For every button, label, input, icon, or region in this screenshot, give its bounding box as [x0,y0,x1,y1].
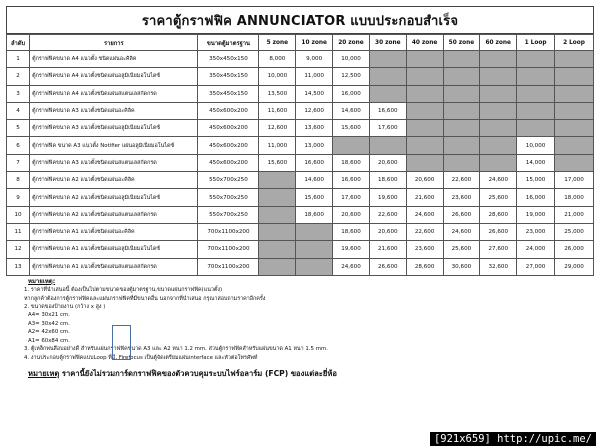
notes-section [6,278,594,362]
cabinet-size-cell: 450x600x200 [198,154,259,171]
price-cell: 19,600 [369,189,406,206]
price-cell: 21,000 [555,206,594,223]
price-cell: 22,600 [369,206,406,223]
item-description-cell: ตู้กราฟฟิคขนาด A1 แนวตั้งชนิดแผ่นอะคิลิค [30,223,198,240]
cabinet-size-cell: 700x1100x200 [198,223,259,240]
price-cell [296,223,333,240]
price-cell: 14,600 [333,102,370,119]
price-cell: 20,600 [333,206,370,223]
table-row [7,206,594,223]
price-cell: 15,000 [517,172,555,189]
header-cell: ลำดับ [7,35,30,51]
price-cell: 18,600 [333,154,370,171]
price-cell [443,120,480,137]
price-cell [517,51,555,68]
price-cell [406,85,443,102]
price-cell: 24,600 [406,206,443,223]
cabinet-size-cell: 700x1100x200 [198,258,259,275]
price-cell: 30,600 [443,258,480,275]
price-cell [480,120,517,137]
item-description-cell: ตู้กราฟฟิคขนาด A3 แนวตั้งชนิดแผ่นสแตนเลสกัดกรด [30,154,198,171]
price-cell: 29,000 [555,258,594,275]
price-cell [333,137,370,154]
price-cell: 14,600 [296,172,333,189]
row-number-cell: 3 [7,85,30,102]
table-row [7,189,594,206]
price-cell: 13,500 [259,85,296,102]
price-cell: 20,600 [369,154,406,171]
cabinet-size-cell: 350x450x150 [198,68,259,85]
price-cell: 17,000 [555,172,594,189]
price-cell [369,137,406,154]
price-cell [369,51,406,68]
price-cell: 24,600 [333,258,370,275]
price-cell: 14,500 [296,85,333,102]
price-cell [443,51,480,68]
note-line: 4. งานประกอบตู้กราฟฟิคแบบLoop ที่มี, Firefocus เป็นตู้จัดเตรียมแผ่นinterface และหัวต่อโทรศัพท์ [24,354,258,361]
price-cell [369,85,406,102]
item-description-cell: ตู้กราฟฟิคขนาด A1 แนวตั้งชนิดแผ่นอลูมิเนียมอโนไดซ์ [30,241,198,258]
price-cell [517,120,555,137]
cabinet-size-cell: 350x450x150 [198,85,259,102]
price-cell [480,51,517,68]
row-number-cell: 12 [7,241,30,258]
row-number-cell: 2 [7,68,30,85]
price-cell: 25,600 [443,241,480,258]
table-row [7,51,594,68]
price-cell [555,120,594,137]
price-cell [555,51,594,68]
price-cell: 19,600 [333,241,370,258]
note-line: A2= 42x60 cm. [28,329,70,336]
price-cell: 23,600 [406,241,443,258]
price-cell [406,68,443,85]
price-cell: 15,600 [333,120,370,137]
cabinet-size-cell: 550x700x250 [198,206,259,223]
item-description-cell: ตู้กราฟฟิคขนาด A3 แนวตั้งชนิดแผ่นอลูมิเนียมอโนไดซ์ [30,120,198,137]
header-cell: 40 zone [406,35,443,51]
price-cell: 24,600 [443,223,480,240]
price-cell [296,258,333,275]
table-body [7,51,594,276]
price-cell [555,102,594,119]
price-cell: 25,000 [555,223,594,240]
price-cell: 26,600 [480,223,517,240]
header-cell: 1 Loop [517,35,555,51]
item-description-cell: ตู้กราฟฟิค ขนาด A3 แนวตั้ง Notifier แผ่นอลูมิเนียมอโนไดซ์ [30,137,198,154]
price-cell: 32,600 [480,258,517,275]
price-cell [555,154,594,171]
price-cell: 17,600 [333,189,370,206]
watermark-badge: [921x659] http://upic.me/ [430,432,596,446]
price-cell: 12,600 [296,102,333,119]
price-cell: 12,500 [333,68,370,85]
price-cell: 10,000 [259,68,296,85]
cabinet-size-cell: 550x700x250 [198,172,259,189]
price-cell: 18,600 [333,223,370,240]
table-row [7,258,594,275]
row-number-cell: 6 [7,137,30,154]
cabinet-size-cell: 450x600x200 [198,120,259,137]
header-cell: 10 zone [296,35,333,51]
note-line: 3. ตู้เหล็กพ่นสีอบอย่างดี สำหรับแผ่นกราฟฟิคขนาด A3 และ A2 หนา 1.2 mm. ส่วนตู้กราฟฟิคสำหรับแผ่นขนาด A1 หนา 1.5 mm. [24,346,328,353]
footer-label: หมายเหตุ [28,368,60,378]
price-cell: 11,000 [296,68,333,85]
cabinet-size-cell: 450x600x200 [198,102,259,119]
price-cell [259,241,296,258]
price-cell: 12,600 [259,120,296,137]
price-cell [443,137,480,154]
price-cell: 20,600 [406,172,443,189]
price-cell [406,120,443,137]
price-cell: 10,000 [517,137,555,154]
price-cell [517,102,555,119]
price-cell: 9,000 [296,51,333,68]
row-number-cell: 13 [7,258,30,275]
table-row [7,137,594,154]
price-cell [555,137,594,154]
item-description-cell: ตู้กราฟฟิคขนาด A2 แนวตั้งชนิดแผ่นอะคิลิค [30,172,198,189]
price-cell [259,206,296,223]
price-cell: 16,600 [296,154,333,171]
header-cell: รายการ [30,35,198,51]
item-description-cell: ตู้กราฟฟิคขนาด A2 แนวตั้งชนิดแผ่นอลูมิเนียมอโนไดซ์ [30,189,198,206]
item-description-cell: ตู้กราฟฟิคขนาด A2 แนวตั้งชนิดแผ่นสแตนเลสกัดกรด [30,206,198,223]
price-cell [406,154,443,171]
price-cell [259,258,296,275]
table-row [7,223,594,240]
price-cell: 13,600 [296,120,333,137]
note-line: 1. ราคาที่นำเสนอนี้ ต้องเป็นไปตามขนาดของตู้มาตรฐาน,ขนาดแผ่นกราฟฟิค(แนวตั้ง) [24,287,223,294]
table-row [7,172,594,189]
price-cell [259,189,296,206]
table-row [7,241,594,258]
table-row [7,120,594,137]
price-cell: 16,600 [369,102,406,119]
table-row [7,154,594,171]
price-cell [443,85,480,102]
header-cell: 30 zone [369,35,406,51]
header-cell: ขนาดตู้มาตรฐาน [198,35,259,51]
price-sheet [6,6,594,380]
price-cell [480,154,517,171]
price-cell [480,85,517,102]
notes-heading: หมายเหตุ: [28,277,56,285]
price-cell: 25,600 [480,189,517,206]
price-cell: 14,000 [517,154,555,171]
note-line: A1= 60x84 cm. [28,337,70,344]
note-line: A4= 30x21 cm. [28,312,70,319]
header-cell: 2 Loop [555,35,594,51]
price-cell [517,68,555,85]
price-cell: 23,000 [517,223,555,240]
price-cell: 19,000 [517,206,555,223]
item-description-cell: ตู้กราฟฟิคขนาด A1 แนวตั้งชนิดแผ่นสแตนเลสกัดกรด [30,258,198,275]
price-cell: 16,600 [333,172,370,189]
price-cell [555,85,594,102]
price-cell [517,85,555,102]
price-cell [259,172,296,189]
table-row [7,68,594,85]
price-cell [443,68,480,85]
header-cell: 20 zone [333,35,370,51]
row-number-cell: 11 [7,223,30,240]
price-cell: 27,600 [480,241,517,258]
header-cell: 60 zone [480,35,517,51]
table-header-row [7,35,594,51]
row-number-cell: 1 [7,51,30,68]
item-description-cell: ตู้กราฟฟิคขนาด A4 แนวตั้งชนิดแผ่นอลูมิเนียมอโนไดซ์ [30,68,198,85]
row-number-cell: 10 [7,206,30,223]
price-cell [406,102,443,119]
price-cell: 15,600 [296,189,333,206]
price-cell: 16,000 [517,189,555,206]
price-cell: 16,000 [333,85,370,102]
price-cell [443,102,480,119]
cabinet-size-cell: 550x700x250 [198,189,259,206]
price-cell [406,137,443,154]
row-number-cell: 9 [7,189,30,206]
row-number-cell: 5 [7,120,30,137]
item-description-cell: ตู้กราฟฟิคขนาด A3 แนวตั้งชนิดแผ่นอะคิลิค [30,102,198,119]
price-cell: 11,600 [259,102,296,119]
price-cell: 22,600 [406,223,443,240]
row-number-cell: 7 [7,154,30,171]
price-cell: 18,000 [555,189,594,206]
footer-text: ราคานี้ยังไม่รวมการ์ดกราฟฟิคของตัวควบคุมระบบไฟร์อลาร์ม (FCP) ของแต่ละยี่ห้อ [59,368,337,378]
price-cell: 24,000 [517,241,555,258]
note-line: 2. ขนาดของป้ายงาน (กว้าง x สูง ) [24,304,106,311]
price-cell: 21,600 [369,241,406,258]
price-cell [443,154,480,171]
note-line: A3= 30x42 cm. [28,320,70,327]
row-number-cell: 8 [7,172,30,189]
price-cell: 20,600 [369,223,406,240]
price-cell: 28,600 [480,206,517,223]
price-cell [480,102,517,119]
price-cell: 15,600 [259,154,296,171]
price-cell: 17,600 [369,120,406,137]
table-row [7,85,594,102]
price-cell: 21,600 [406,189,443,206]
page-title: ราคาตู้กราฟฟิค ANNUNCIATOR แบบประกอบสำเร็จ [6,6,594,34]
price-cell [555,68,594,85]
price-cell: 22,600 [443,172,480,189]
header-cell: 50 zone [443,35,480,51]
price-cell: 26,600 [443,206,480,223]
price-cell: 24,600 [480,172,517,189]
row-number-cell: 4 [7,102,30,119]
table-row [7,102,594,119]
header-cell: 5 zone [259,35,296,51]
cabinet-size-cell: 350x450x150 [198,51,259,68]
price-cell [296,241,333,258]
note-line: หากลูกค้าต้องการตู้กราฟฟิคและแผ่นกราฟฟิคที่มีขนาดอื่น นอกจากที่นำเสนอ กรุณาสอบถามราคาอีกครั้ง [24,295,266,302]
item-description-cell: ตู้กราฟฟิคขนาด A4 แนวตั้ง ชนิดแผ่นอะคิลิค [30,51,198,68]
price-cell: 26,600 [369,258,406,275]
price-cell: 8,000 [259,51,296,68]
price-cell [480,137,517,154]
cabinet-size-cell: 700x1100x200 [198,241,259,258]
price-cell [480,68,517,85]
price-cell: 27,000 [517,258,555,275]
price-cell [369,68,406,85]
footer-note [6,368,594,380]
price-cell [259,223,296,240]
price-cell: 23,600 [443,189,480,206]
sign-size-illustration [112,325,131,360]
price-cell: 18,600 [369,172,406,189]
price-cell: 18,600 [296,206,333,223]
price-cell: 13,000 [296,137,333,154]
price-cell: 10,000 [333,51,370,68]
cabinet-size-cell: 450x600x200 [198,137,259,154]
price-cell: 28,600 [406,258,443,275]
price-cell [406,51,443,68]
price-cell: 11,000 [259,137,296,154]
price-table [6,34,594,276]
item-description-cell: ตู้กราฟฟิคขนาด A4 แนวตั้งชนิดแผ่นสแตนเลสกัดกรด [30,85,198,102]
price-cell: 26,000 [555,241,594,258]
